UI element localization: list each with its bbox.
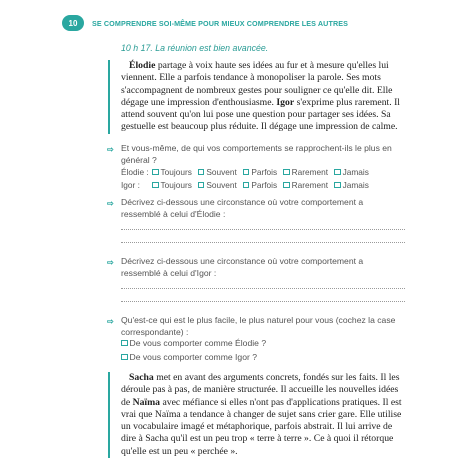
arrow-icon: ⇨ — [107, 317, 114, 326]
checkbox[interactable] — [152, 169, 159, 176]
checkbox[interactable] — [198, 182, 205, 189]
arrow-icon: ⇨ — [107, 258, 114, 267]
case1-text-1: partage à voix haute ses idées au fur et à mesure qu'elles lui viennent. Elle a parfois tendance à monopoliser la parole. Ses mots s'accompagnent de nombreux gestes pour souligner ce qu'elle dit. Elle dégage une impression d'enthousiasme. — [121, 60, 393, 108]
checkbox[interactable] — [121, 354, 128, 361]
option-jamais[interactable]: Jamais — [334, 167, 369, 177]
checkbox[interactable] — [121, 340, 128, 347]
option-jamais[interactable]: Jamais — [334, 180, 369, 190]
case2-name-naima: Naïma — [132, 396, 161, 408]
checkbox[interactable] — [152, 182, 159, 189]
case2-text-1: met en avant des arguments concrets, fondés sur les faits. Il les déroule pas à pas, de manière structurée. Il accueille les nouvelles idées de — [121, 372, 400, 408]
case-study-1 — [108, 60, 408, 134]
option-rarement[interactable]: Rarement — [283, 167, 328, 177]
time-note: 10 h 17. La réunion est bien avancée. — [121, 43, 269, 53]
rating-row-elodie — [121, 167, 375, 177]
choice-igor[interactable]: De vous comporter comme Igor ? — [121, 352, 257, 362]
answer-line[interactable] — [121, 242, 405, 243]
case-study-2 — [108, 372, 408, 458]
page-header — [62, 14, 431, 32]
question-4: Qu'est-ce qui est le plus facile, le plus naturel pour vous (cochez la case correspondante) : — [121, 315, 396, 337]
option-toujours[interactable]: Toujours — [152, 167, 192, 177]
checkbox[interactable] — [283, 182, 290, 189]
checkbox[interactable] — [283, 169, 290, 176]
question-3: Décrivez ci-dessous une circonstance où votre comportement a ressemblé à celui d'Igor : — [121, 256, 364, 278]
answer-line[interactable] — [121, 288, 405, 289]
case1-text-2: s'exprime plus rarement. Il attend souvent qu'on lui pose une question pour partager ses idées. Sa gestuelle est beaucoup plus réduite. Il dégage une impression de calme. — [121, 96, 400, 133]
checkbox[interactable] — [243, 182, 250, 189]
arrow-icon: ⇨ — [107, 145, 114, 154]
answer-line[interactable] — [121, 229, 405, 230]
case2-text-2: avec méfiance si elles n'ont pas d'applications pratiques. Il est vrai que Naïma a tendance à changer de sujet sans crier gare. Elle utilise un vocabulaire imagé et métaphorique, parfois abstrait. Il lui arrive de dire à Sacha qu'il est un peu trop « terre à terre ». Ce à quoi il rétorque qu'elle est un peu « perchée ». — [121, 396, 402, 457]
option-rarement[interactable]: Rarement — [283, 180, 328, 190]
option-souvent[interactable]: Souvent — [198, 167, 237, 177]
option-parfois[interactable]: Parfois — [243, 167, 277, 177]
option-parfois[interactable]: Parfois — [243, 180, 277, 190]
arrow-icon: ⇨ — [107, 199, 114, 208]
option-souvent[interactable]: Souvent — [198, 180, 237, 190]
choice-elodie[interactable]: De vous comporter comme Élodie ? — [121, 338, 266, 348]
rating-label: Igor : — [121, 180, 140, 190]
checkbox[interactable] — [243, 169, 250, 176]
question-2: Décrivez ci-dessous une circonstance où votre comportement a ressemblé à celui d'Élodie : — [121, 197, 364, 219]
case1-name-elodie: Élodie — [129, 60, 156, 71]
page-number: 10 — [62, 15, 84, 31]
rating-label: Élodie : — [121, 167, 149, 177]
answer-line[interactable] — [121, 301, 405, 302]
option-toujours[interactable]: Toujours — [152, 180, 192, 190]
question-1: Et vous-même, de qui vos comportements se rapprochent-ils le plus en général ? — [121, 143, 392, 165]
rating-row-igor — [121, 180, 375, 190]
running-title: SE COMPRENDRE SOI-MÊME POUR MIEUX COMPRENDRE LES AUTRES — [92, 18, 349, 28]
case1-name-igor: Igor — [276, 96, 295, 108]
checkbox[interactable] — [334, 182, 341, 189]
case2-name-sacha: Sacha — [129, 372, 154, 383]
checkbox[interactable] — [198, 169, 205, 176]
checkbox[interactable] — [334, 169, 341, 176]
